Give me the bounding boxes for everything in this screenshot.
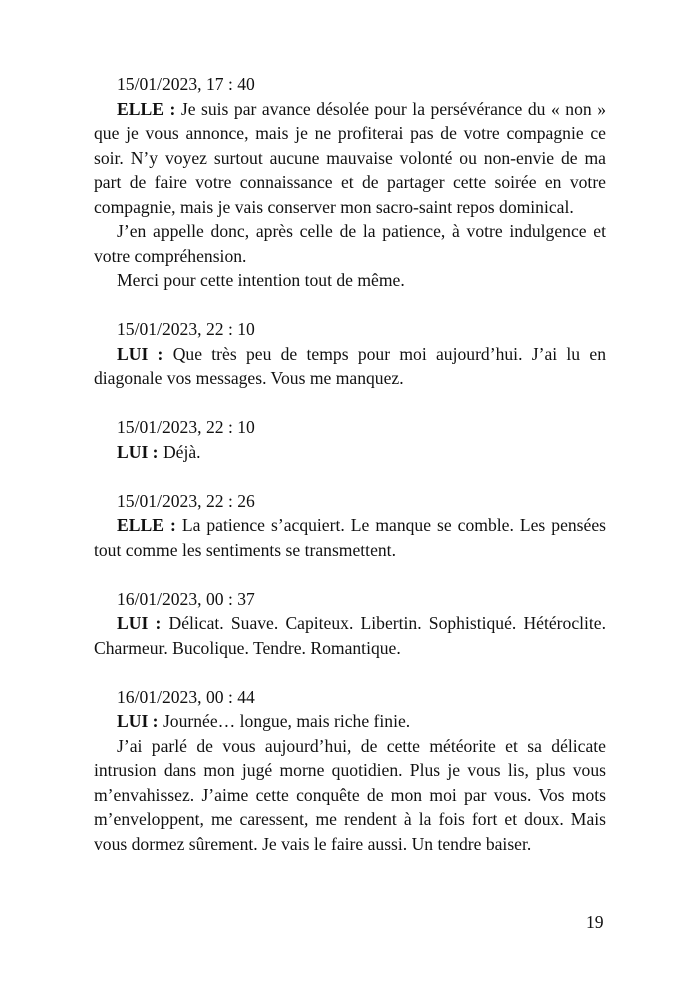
message-entry — [94, 685, 606, 857]
message-paragraph — [94, 709, 606, 734]
speaker-label: ELLE : — [117, 98, 176, 119]
speaker-label: LUI : — [117, 441, 159, 462]
message-entry — [94, 587, 606, 661]
speaker-label: ELLE : — [117, 515, 176, 535]
message-paragraph — [94, 97, 606, 220]
message-entry — [94, 72, 606, 293]
message-paragraph: J’ai parlé de vous aujourd’hui, de cette météorite et sa délicate intrusion dans mon jugé morne quotidien. Plus je vous lis, plus vous m’envahissez. J’aime cette conquête de mon moi par vous. Vos mots m’enveloppent, me caressent, me rendent à la fois fort et doux. Mais vous dormez sûrement. Je vais le faire aussi. Un tendre baiser. — [94, 735, 606, 854]
message-text: Journée… longue, mais riche finie. — [158, 711, 411, 731]
message-paragraph — [94, 440, 606, 465]
page-body — [94, 72, 606, 881]
message-timestamp: 15/01/2023, 17 : 40 — [117, 74, 255, 94]
message-timestamp: 16/01/2023, 00 : 44 — [117, 686, 255, 707]
message-entry — [94, 489, 606, 563]
message-text: Délicat. Suave. Capiteux. Libertin. Sophistiqué. Hétéroclite. Charmeur. Bucolique. Tendre. Romantique. — [94, 613, 606, 658]
message-paragraph: Merci pour cette intention tout de même. — [117, 270, 405, 290]
message-text: Que très peu de temps pour moi aujourd’hui. J’ai lu en diagonale vos messages. Vous me manquez. — [94, 343, 606, 388]
message-timestamp: 16/01/2023, 00 : 37 — [117, 588, 255, 609]
message-text: La patience s’acquiert. Le manque se comble. Les pensées tout comme les sentiments se transmettent. — [94, 515, 606, 560]
message-text: Déjà. — [158, 441, 201, 462]
page-number: 19 — [586, 912, 604, 932]
speaker-label: LUI : — [117, 343, 164, 364]
message-paragraph — [94, 513, 606, 562]
message-paragraph — [94, 611, 606, 660]
speaker-label: LUI : — [117, 613, 162, 633]
message-timestamp: 15/01/2023, 22 : 10 — [117, 319, 255, 339]
message-timestamp: 15/01/2023, 22 : 10 — [117, 417, 255, 437]
message-entry — [94, 415, 606, 464]
message-paragraph: J’en appelle donc, après celle de la patience, à votre indulgence et votre compréhension. — [94, 221, 606, 266]
message-timestamp: 15/01/2023, 22 : 26 — [117, 490, 255, 511]
message-entry — [94, 317, 606, 391]
message-text: Je suis par avance désolée pour la persévérance du « non » que je vous annonce, mais je ne profiterai pas de votre compagnie ce soir. N’y voyez surtout aucune mauvaise volonté ou non-envie de ma part de faire votre connaissance et de partager cette soirée en votre compagnie, mais je vais conserver mon sacro-saint repos dominical. — [94, 98, 606, 217]
message-paragraph — [94, 342, 606, 391]
speaker-label: LUI : — [117, 711, 159, 731]
